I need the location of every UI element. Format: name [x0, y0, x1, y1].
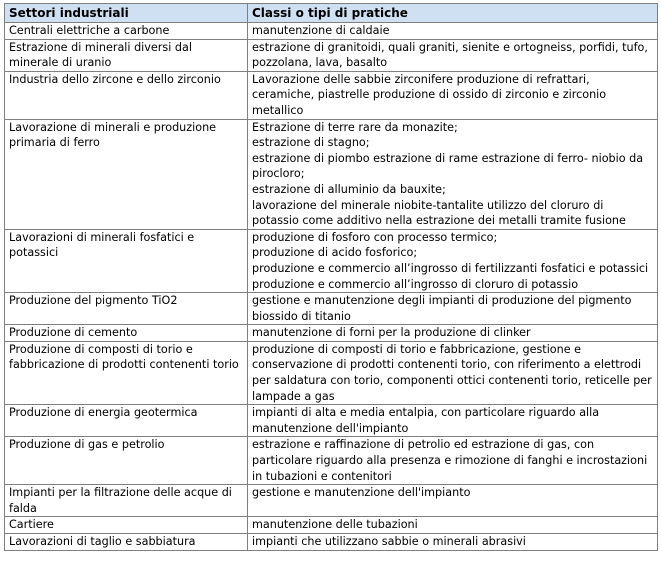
practice-line: Lavorazione delle sabbie zirconifere produzione di refrattari, ceramiche, piastrelle produzione di ossido di zirconio e zirconio metallico [252, 72, 607, 117]
header-practices: Classi o tipi di pratiche [248, 4, 658, 23]
sector-cell: Produzione del pigmento TiO2 [5, 293, 248, 325]
practices-cell [248, 341, 658, 404]
sector-cell: Impianti per la filtrazione delle acque di falda [5, 485, 248, 517]
practice-line: manutenzione di forni per la produzione di clinker [252, 326, 531, 340]
practice-line: Estrazione di terre rare da monazite; [252, 120, 458, 134]
practice-line: produzione di fosforo con processo termico; [252, 230, 498, 244]
practices-cell [248, 517, 658, 534]
practice-line: lavorazione del minerale niobite-tantalite utilizzo del cloruro di potassio come additivo nella estrazione dei metalli tramite fusione [252, 198, 626, 228]
practice-line: estrazione di piombo estrazione di rame estrazione di ferro- niobio da pirocloro; [252, 151, 644, 181]
table-row [5, 341, 658, 404]
header-row [5, 4, 658, 23]
practice-line: estrazione di alluminio da bauxite; [252, 182, 446, 196]
practices-cell [248, 437, 658, 485]
sector-cell: Produzione di energia geotermica [5, 405, 248, 437]
practices-cell [248, 71, 658, 119]
sector-cell: Produzione di composti di torio e fabbricazione di prodotti contenenti torio [5, 341, 248, 404]
practices-cell [248, 534, 658, 551]
sector-cell: Produzione di cemento [5, 325, 248, 342]
table-body [5, 23, 658, 551]
sector-cell: Centrali elettriche a carbone [5, 23, 248, 40]
practice-line: gestione e manutenzione degli impianti di produzione del pigmento biossido di titanio [252, 294, 632, 323]
table-row [5, 517, 658, 534]
industrial-sectors-table [4, 3, 658, 551]
practice-line: produzione di acido fosforico; [252, 246, 418, 260]
practice-line: estrazione e raffinazione di petrolio ed estrazione di gas, con particolare riguardo alla presenza e rimozione di fanghi e incrostazioni in tubazioni e contenitori [252, 438, 648, 483]
practices-cell [248, 23, 658, 40]
sector-cell: Lavorazioni di minerali fosfatici e potassici [5, 229, 248, 292]
sector-cell: Cartiere [5, 517, 248, 534]
sector-cell: Estrazione di minerali diversi dal minerale di uranio [5, 39, 248, 71]
practices-cell [248, 485, 658, 517]
practice-line: produzione e commercio all’ingrosso di fertilizzanti fosfatici e potassici produzione e commercio all’ingrosso di cloruro di potassio [252, 261, 649, 291]
table-row [5, 39, 658, 71]
practices-cell [248, 325, 658, 342]
practice-line: manutenzione delle tubazioni [252, 518, 418, 532]
table-row [5, 119, 658, 229]
practices-cell [248, 405, 658, 437]
sector-cell: Lavorazioni di taglio e sabbiatura [5, 534, 248, 551]
table-row [5, 534, 658, 551]
table-row [5, 229, 658, 292]
practice-line: impianti di alta e media entalpia, con particolare riguardo alla manutenzione dell'impianto [252, 406, 600, 435]
practice-line: impianti che utilizzano sabbie o minerali abrasivi [252, 535, 526, 548]
table-row [5, 437, 658, 485]
sector-cell: Produzione di gas e petrolio [5, 437, 248, 485]
practice-line: produzione di composti di torio e fabbricazione, gestione e conservazione di prodotti contenenti torio, con riferimento a elettrodi per saldatura con torio, componenti ottici contenenti torio, reticelle per lampade a gas [252, 342, 652, 403]
practices-cell [248, 229, 658, 292]
practice-line: estrazione di stagno; [252, 136, 370, 150]
header-sector: Settori industriali [5, 4, 248, 23]
table-row [5, 405, 658, 437]
table-row [5, 325, 658, 342]
practices-cell [248, 293, 658, 325]
practice-line: manutenzione di caldaie [252, 24, 390, 37]
table-header [5, 4, 658, 23]
table-row [5, 485, 658, 517]
table-row [5, 23, 658, 40]
practice-line: gestione e manutenzione dell'impianto [252, 486, 471, 500]
practice-line: estrazione di granitoidi, quali graniti, sienite e ortogneiss, porfidi, tufo, pozzolana, lava, basalto [252, 40, 648, 70]
table-row [5, 71, 658, 119]
sector-cell: Industria dello zircone e dello zirconio [5, 71, 248, 119]
table-row [5, 293, 658, 325]
practices-cell [248, 39, 658, 71]
practices-cell [248, 119, 658, 229]
sector-cell: Lavorazione di minerali e produzione primaria di ferro [5, 119, 248, 229]
